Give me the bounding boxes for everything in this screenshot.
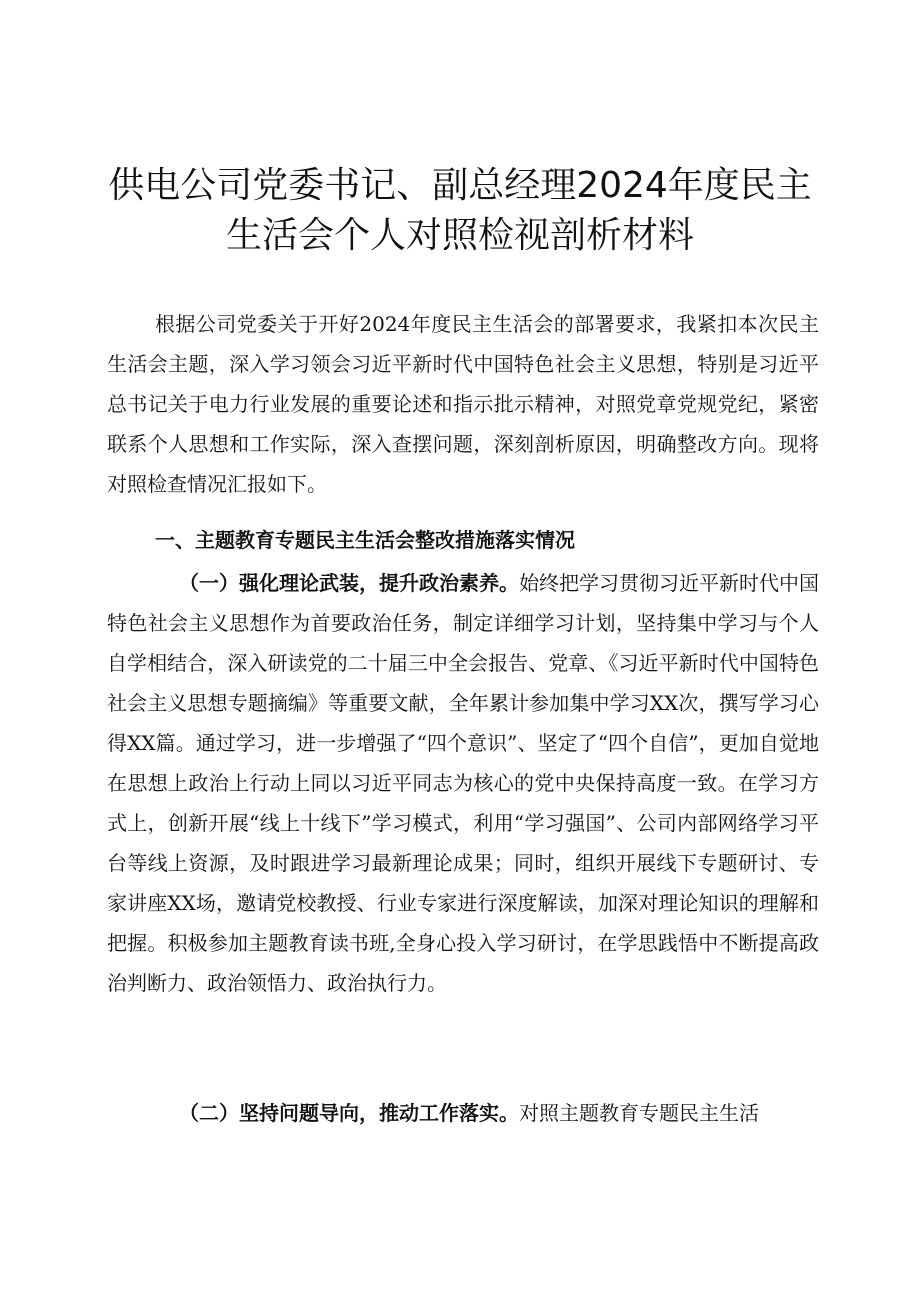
intro-paragraph: 根据公司党委关于开好2024年度民主生活会的部署要求，我紧扣本次民主生活会主题，深入学习领会习近平新时代中国特色社会主义思想，特别是习近平总书记关于电力行业发展的重要论述和指示批示精神，对照党章党规党纪，紧密联系个人思想和工作实际，深入查摆问题，深刻剖析原因，明确整改方向。现将对照检查情况汇报如下。 [107, 312, 819, 496]
item-2-paragraph [107, 1093, 819, 1133]
item-2-lead: （二）坚持问题导向，推动工作落实。 [179, 1101, 519, 1125]
item-1-lead: （一）强化理论武装，提升政治素养。 [179, 571, 519, 595]
item-1-paragraph [107, 563, 819, 1003]
section-heading-1: 一、主题教育专题民主生活会整改措施落实情况 [155, 528, 575, 552]
item-1-body: 始终把学习贯彻习近平新时代中国特色社会主义思想作为首要政治任务，制定详细学习计划，坚持集中学习与个人自学相结合，深入研读党的二十届三中全会报告、党章、《习近平新时代中国特色社会主义思想专题摘编》等重要文献，全年累计参加集中学习XX次，撰写学习心得XX篇。通过学习，进一步增强了“四个意识”、坚定了“四个自信”，更加自觉地在思想上政治上行动上同以习近平同志为核心的党中央保持高度一致。在学习方式上，创新开展“线上十线下”学习模式，利用“学习强国”、公司内部网络学习平台等线上资源，及时跟进学习最新理论成果；同时，组织开展线下专题研讨、专家讲座XX场，邀请党校教授、行业专家进行深度解读，加深对理论知识的理解和把握。积极参加主题教育读书班,全身心投入学习研讨，在学思践悟中不断提高政治判断力、政治领悟力、政治执行力。 [107, 571, 819, 995]
document-title-line1: 供电公司党委书记、副总经理2024年度民主 [108, 165, 812, 206]
document-title-line2: 生活会个人对照检视剖析材料 [225, 215, 694, 256]
item-2-body: 对照主题教育专题民主生活 [519, 1101, 759, 1125]
